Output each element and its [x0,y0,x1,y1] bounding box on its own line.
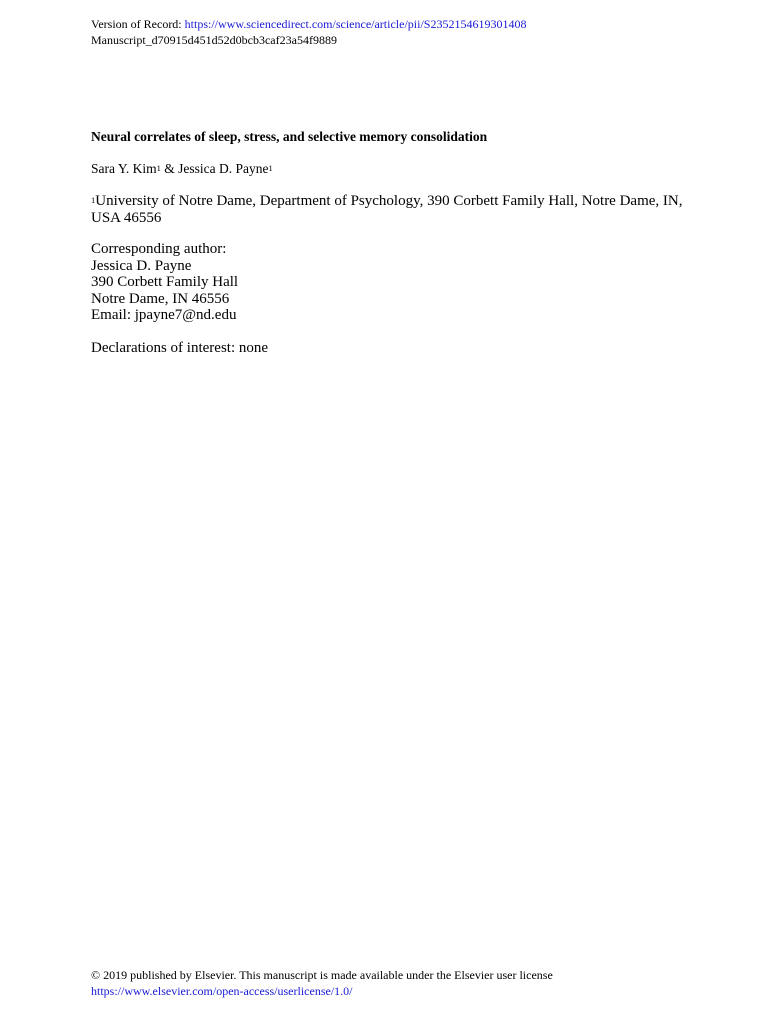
affiliation-marker: 1 [156,163,161,173]
affiliation-marker: 1 [268,163,273,173]
corresponding-address-line: Notre Dame, IN 46556 [91,290,230,307]
corresponding-name: Jessica D. Payne [91,257,192,274]
author-name: Sara Y. Kim [91,161,157,176]
license-link[interactable]: https://www.elsevier.com/open-access/userlicense/1.0/ [91,984,353,998]
paper-title: Neural correlates of sleep, stress, and selective memory consolidation [91,129,488,144]
manuscript-id: Manuscript_d70915d451d52d0bcb3caf23a54f9889 [91,33,337,47]
corresponding-author-block [91,241,238,324]
version-of-record-line [91,16,526,32]
corresponding-email: Email: jpayne7@nd.edu [91,307,237,323]
corresponding-address-line: 390 Corbett Family Hall [91,274,239,290]
declarations-of-interest: Declarations of interest: none [91,340,269,356]
version-label: Version of Record: [91,17,185,31]
version-of-record-link[interactable]: https://www.sciencedirect.com/science/article/pii/S2352154619301408 [184,17,527,31]
affiliation-text: University of Notre Dame, Department of Psychology, 390 Corbett Family Hall, Notre Dame, IN, USA 46556 [91,193,683,226]
author-list [91,160,273,178]
author-separator: & [160,161,179,176]
license-footer [91,967,553,999]
copyright-notice: © 2019 published by Elsevier. This manuscript is made available under the Elsevier user license [91,968,553,982]
corresponding-label: Corresponding author: [91,241,227,257]
affiliation [91,193,691,226]
record-header [91,16,526,48]
affiliation-marker: 1 [91,195,96,205]
author-name: Jessica D. Payne [178,161,269,176]
